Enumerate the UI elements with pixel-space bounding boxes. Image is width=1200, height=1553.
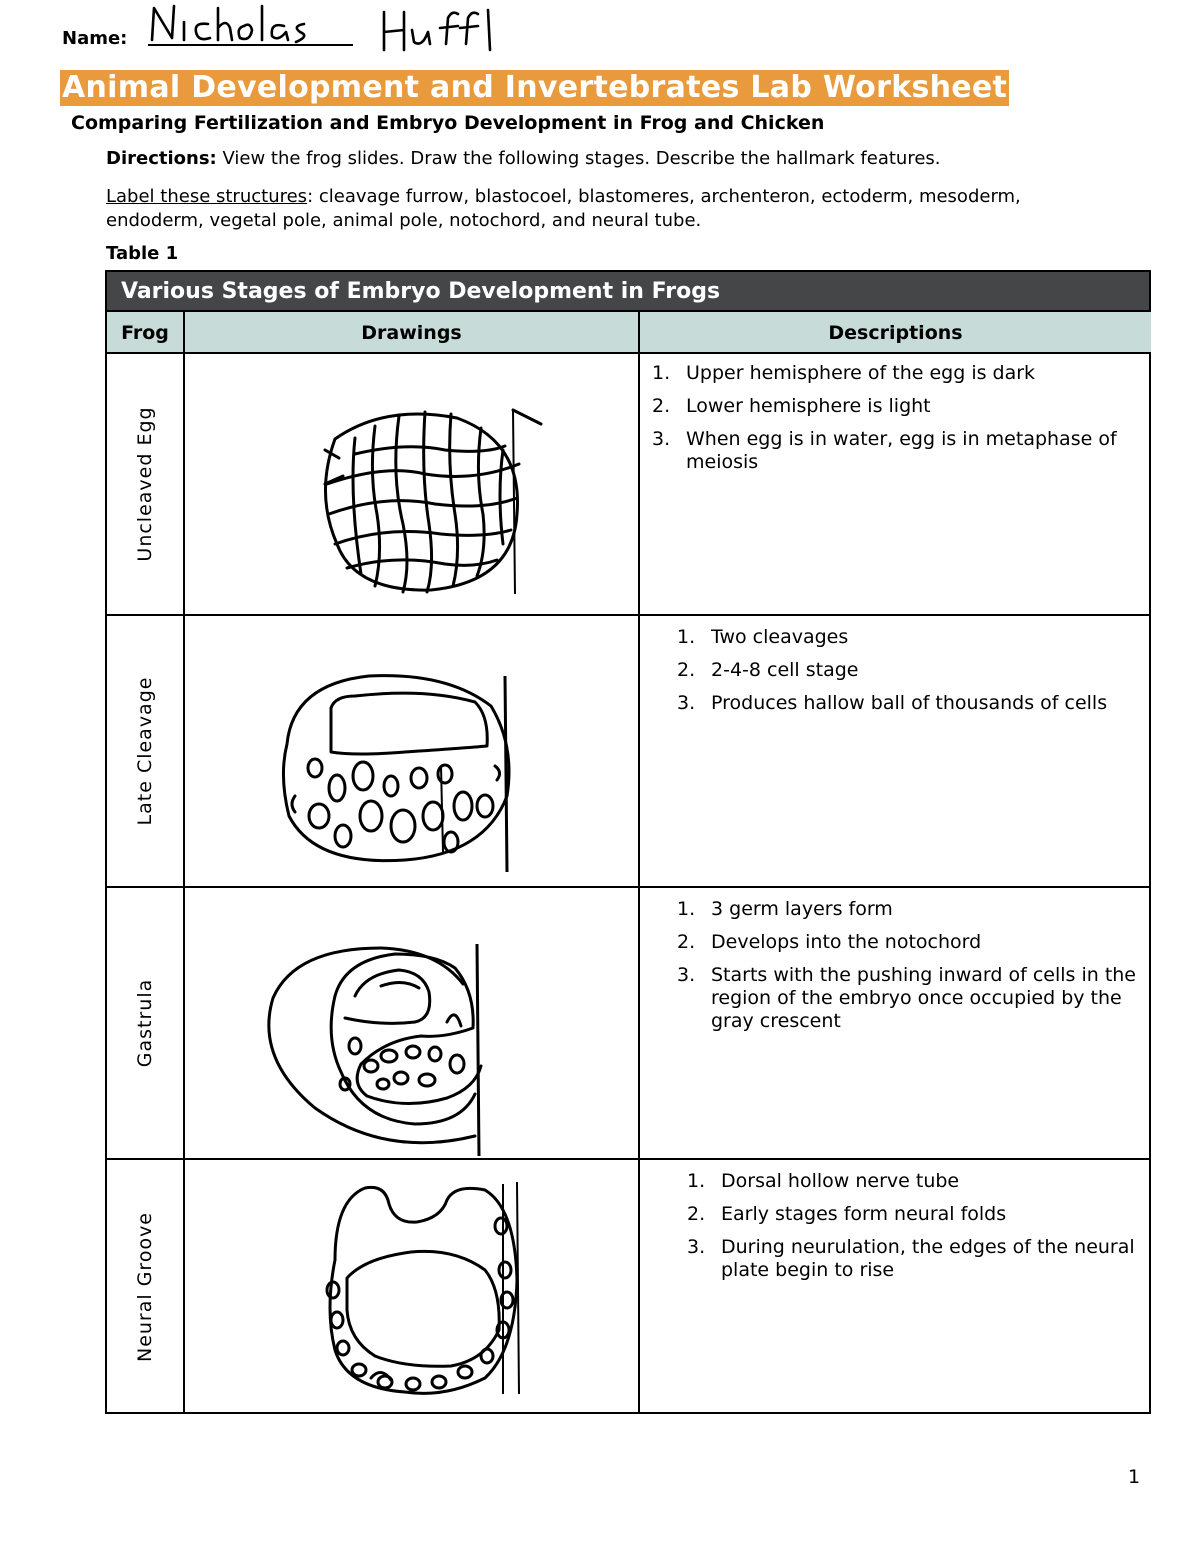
list-item: 2. 2-4-8 cell stage [677, 659, 859, 681]
stage-label: Uncleaved Egg [134, 406, 156, 562]
list-item: 3. Starts with the pushing inward of cells in the region of the embryo once occupied by the gray crescent [677, 964, 1136, 1032]
column-header-frog: Frog [107, 312, 183, 354]
stages-table [105, 270, 1151, 1414]
column-header-descriptions: Descriptions [638, 312, 1151, 354]
list-item: 1. Upper hemisphere of the egg is dark [652, 362, 1036, 384]
list-item: 3. Produces hallow ball of thousands of cells [677, 692, 1108, 714]
handwritten-signature [146, 0, 586, 60]
drawing-gastrula [183, 888, 638, 1158]
stage-label: Gastrula [134, 978, 156, 1068]
list-item: 3. When egg is in water, egg is in metaphase of meiosis [652, 428, 1117, 473]
drawing-uncleaved-egg [183, 354, 638, 614]
table-row-gastrula [107, 888, 1149, 1160]
list-item: 3. During neurulation, the edges of the neural plate begin to rise [687, 1236, 1135, 1281]
drawing-late-cleavage [183, 616, 638, 886]
stage-label: Neural Groove [134, 1211, 156, 1363]
list-item: 1. Two cleavages [677, 626, 849, 648]
name-label: Name: [62, 28, 128, 49]
label-structures [106, 185, 1116, 233]
directions [106, 148, 941, 169]
worksheet-subtitle: Comparing Fertilization and Embryo Development in Frog and Chicken [71, 112, 825, 134]
list-item: 1. Dorsal hollow nerve tube [687, 1170, 960, 1192]
stage-label: Late Cleavage [134, 676, 156, 826]
description-list [677, 626, 1141, 725]
late-cleavage-sketch [185, 616, 638, 886]
worksheet-title: Animal Development and Invertebrates Lab Worksheet [62, 70, 1008, 105]
table-title: Various Stages of Embryo Development in Frogs [107, 272, 1149, 312]
column-header-drawings: Drawings [183, 312, 638, 354]
description-list [652, 362, 1146, 484]
uncleaved-egg-sketch [185, 354, 638, 614]
name-row [62, 0, 762, 60]
directions-label: Directions: [106, 148, 217, 169]
directions-text: View the frog slides. Draw the following stages. Describe the hallmark features. [216, 148, 941, 169]
table-row-late-cleavage [107, 616, 1149, 888]
label-structures-label: Label these structures [106, 186, 308, 207]
description-list [677, 898, 1151, 1043]
list-item: 2. Develops into the notochord [677, 931, 982, 953]
list-item: 1. 3 germ layers form [677, 898, 893, 920]
label-structures-text: : cleavage furrow, blastocoel, blastomeres, archenteron, ectoderm, mesoderm, endoderm, vegetal pole, animal pole, notochord, and neural tube. [106, 186, 1021, 231]
page-number: 1 [1128, 1466, 1141, 1488]
table-row-uncleaved-egg [107, 354, 1149, 616]
name-underline [148, 44, 353, 46]
neural-groove-sketch [185, 1160, 638, 1412]
list-item: 2. Lower hemisphere is light [652, 395, 931, 417]
description-list [687, 1170, 1151, 1292]
gastrula-sketch [185, 888, 638, 1158]
table-caption: Table 1 [106, 243, 179, 264]
list-item: 2. Early stages form neural folds [687, 1203, 1007, 1225]
table-row-neural-groove [107, 1160, 1149, 1414]
drawing-neural-groove [183, 1160, 638, 1414]
